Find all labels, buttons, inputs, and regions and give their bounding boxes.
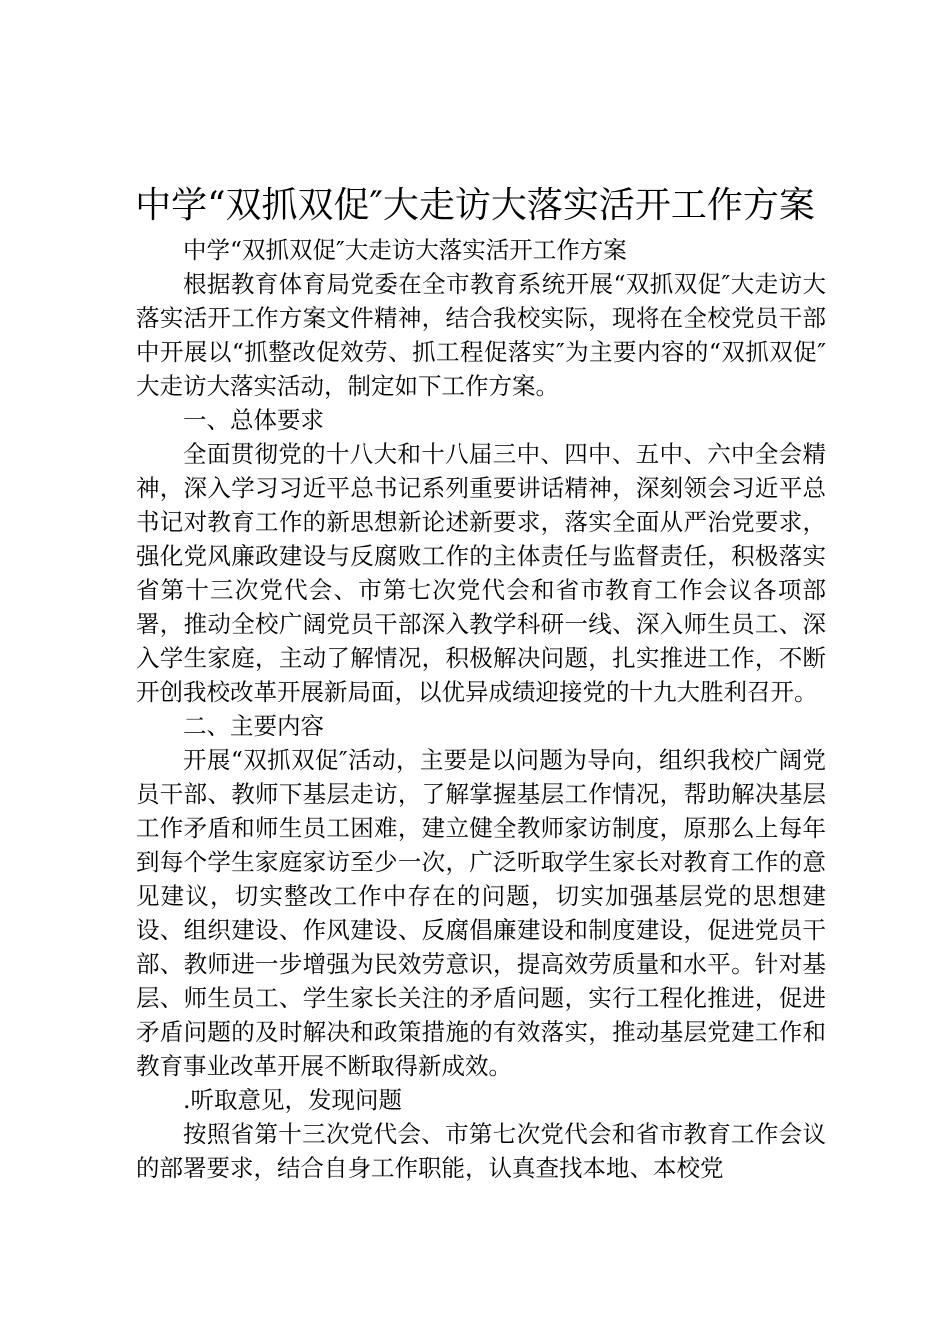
document-body bbox=[136, 233, 826, 1185]
paragraph-general-requirements: 全面贯彻党的十八大和十八届三中、四中、五中、六中全会精神，深入学习习近平总书记系列重要讲话精神，深刻领会习近平总书记对教育工作的新思想新论述新要求，落实全面从严治党要求，强化党风廉政建设与反腐败工作的主体责任与监督责任，积极落实省第十三次党代会、市第七次党代会和省市教育工作会议各项部署，推动全校广阔党员干部深入教学科研一线、深入师生员工、深入学生家庭，主动了解情况，积极解决问题，扎实推进工作，不断开创我校改革开展新局面，以优异成绩迎接党的十九大胜利召开。 bbox=[136, 440, 826, 706]
section-heading-main-content: 二、主要内容 bbox=[183, 712, 324, 740]
section-heading-general-requirements: 一、总体要求 bbox=[183, 406, 324, 434]
paragraph-main-content: 开展“双抓双促″活动，主要是以问题为导向，组织我校广阔党员干部、教师下基层走访，了解掌握基层工作情况，帮助解决基层工作矛盾和师生员工困难，建立健全教师家访制度，原那么上每年到每个学生家庭家访至少一次，广泛听取学生家长对教育工作的意见建议，切实整改工作中存在的问题，切实加强基层党的思想建设、组织建设、作风建设、反腐倡廉建设和制度建设，促进党员干部、教师进一步增强为民效劳意识，提高效劳质量和水平。针对基层、师生员工、学生家长关注的矛盾问题，实行工程化推进，促进矛盾问题的及时解决和政策措施的有效落实，推动基层党建工作和教育事业改革开展不断取得新成效。 bbox=[136, 746, 826, 1080]
paragraph-intro: 根据教育体育局党委在全市教育系统开展“双抓双促″大走访大落实活开工作方案文件精神，结合我校实际，现将在全校党员干部中开展以“抓整改促效劳、抓工程促落实″为主要内容的“双抓双促″大走访大落实活动，制定如下工作方案。 bbox=[136, 270, 826, 400]
section-heading-listen-opinions: .听取意见，发现问题 bbox=[183, 1086, 402, 1114]
paragraph-listen-opinions: 按照省第十三次党代会、市第七次党代会和省市教育工作会议的部署要求，结合自身工作职能，认真查找本地、本校党 bbox=[136, 1120, 826, 1182]
document-title: 中学“双抓双促″大走访大落实活开工作方案 bbox=[135, 185, 815, 226]
document-subtitle: 中学“双抓双促″大走访大落实活开工作方案 bbox=[183, 236, 627, 264]
